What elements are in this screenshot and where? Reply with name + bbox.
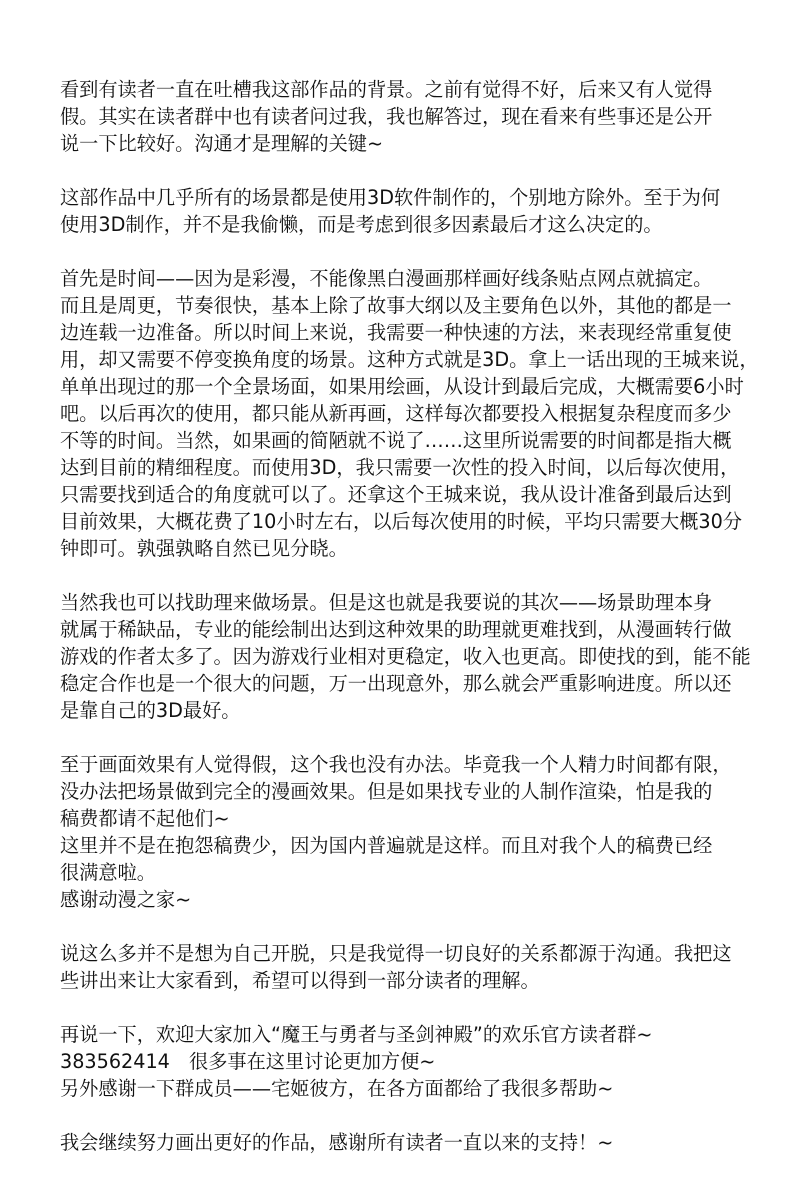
text-line: 用，却又需要不停变换角度的场景。这种方式就是3D。拿上一话出现的王城来说， bbox=[60, 348, 759, 371]
text-line: 边连载一边准备。所以时间上来说，我需要一种快速的方法，来表现经常重复使 bbox=[60, 321, 732, 344]
text-line: 说这么多并不是想为自己开脱，只是我觉得一切良好的关系都源于沟通。我把这 bbox=[60, 942, 732, 965]
paragraph bbox=[60, 589, 760, 724]
text-line: 说一下比较好。沟通才是理解的关键~ bbox=[60, 132, 384, 155]
text-line: 游戏的作者太多了。因为游戏行业相对更稳定，收入也更高。即使找的到，能不能 bbox=[60, 645, 751, 668]
text-line: 吧。以后再次的使用，都只能从新再画，这样每次都要投入根据复杂程度而多少 bbox=[60, 402, 732, 425]
text-line: 383562414 很多事在这里讨论更加方便~ bbox=[60, 1050, 436, 1073]
text-line: 很满意啦。 bbox=[60, 861, 156, 884]
text-line: 目前效果，大概花费了10小时左右，以后每次使用的时候，平均只需要大概30分 bbox=[60, 510, 743, 533]
text-line: 达到目前的精细程度。而使用3D，我只需要一次性的投入时间，以后每次使用， bbox=[60, 456, 740, 479]
text-line: 这部作品中几乎所有的场景都是使用3D软件制作的，个别地方除外。至于为何 bbox=[60, 186, 721, 209]
text-line: 没办法把场景做到完全的漫画效果。但是如果找专业的人制作渲染，怕是我的 bbox=[60, 780, 713, 803]
text-line: 钟即可。孰强孰略自然已见分晓。 bbox=[60, 537, 348, 560]
paragraph bbox=[60, 265, 760, 562]
text-line: 就属于稀缺品，专业的能绘制出达到这种效果的助理就更难找到，从漫画转行做 bbox=[60, 618, 732, 641]
text-line: 看到有读者一直在吐槽我这部作品的背景。之前有觉得不好，后来又有人觉得 bbox=[60, 78, 713, 101]
text-line: 稳定合作也是一个很大的问题，万一出现意外，那么就会严重影响进度。所以还 bbox=[60, 672, 732, 695]
text-line: 感谢动漫之家~ bbox=[60, 888, 192, 911]
text-line: 是靠自己的3D最好。 bbox=[60, 699, 241, 722]
text-line: 至于画面效果有人觉得假，这个我也没有办法。毕竟我一个人精力时间都有限， bbox=[60, 753, 732, 776]
text-line: 另外感谢一下群成员——宅姬彼方，在各方面都给了我很多帮助~ bbox=[60, 1077, 614, 1100]
paragraph bbox=[60, 1129, 760, 1156]
paragraph bbox=[60, 940, 760, 994]
paragraph bbox=[60, 76, 760, 157]
text-line: 这里并不是在抱怨稿费少，因为国内普遍就是这样。而且对我个人的稿费已经 bbox=[60, 834, 713, 857]
text-line: 不等的时间。当然，如果画的简陋就不说了……这里所说需要的时间都是指大概 bbox=[60, 429, 732, 452]
text-line: 再说一下，欢迎大家加入“魔王与勇者与圣剑神殿”的欢乐官方读者群~ bbox=[60, 1023, 653, 1046]
text-line: 单单出现过的那一个全景场面，如果用绘画，从设计到最后完成，大概需要6小时 bbox=[60, 375, 744, 398]
text-line: 只需要找到适合的角度就可以了。还拿这个王城来说，我从设计准备到最后达到 bbox=[60, 483, 732, 506]
text-line: 使用3D制作，并不是我偷懒，而是考虑到很多因素最后才这么决定的。 bbox=[60, 213, 663, 236]
text-line: 当然我也可以找助理来做场景。但是这也就是我要说的其次——场景助理本身 bbox=[60, 591, 713, 614]
text-line: 些讲出来让大家看到，希望可以得到一部分读者的理解。 bbox=[60, 969, 540, 992]
author-note-page bbox=[60, 76, 760, 1183]
text-line: 而且是周更，节奏很快，基本上除了故事大纲以及主要角色以外，其他的都是一 bbox=[60, 294, 732, 317]
paragraph bbox=[60, 184, 760, 238]
text-line: 稿费都请不起他们~ bbox=[60, 807, 230, 830]
paragraph bbox=[60, 751, 760, 913]
text-line: 假。其实在读者群中也有读者问过我，我也解答过，现在看来有些事还是公开 bbox=[60, 105, 713, 128]
text-line: 我会继续努力画出更好的作品，感谢所有读者一直以来的支持！~ bbox=[60, 1131, 614, 1154]
text-line: 首先是时间——因为是彩漫，不能像黑白漫画那样画好线条贴点网点就搞定。 bbox=[60, 267, 713, 290]
paragraph bbox=[60, 1021, 760, 1102]
